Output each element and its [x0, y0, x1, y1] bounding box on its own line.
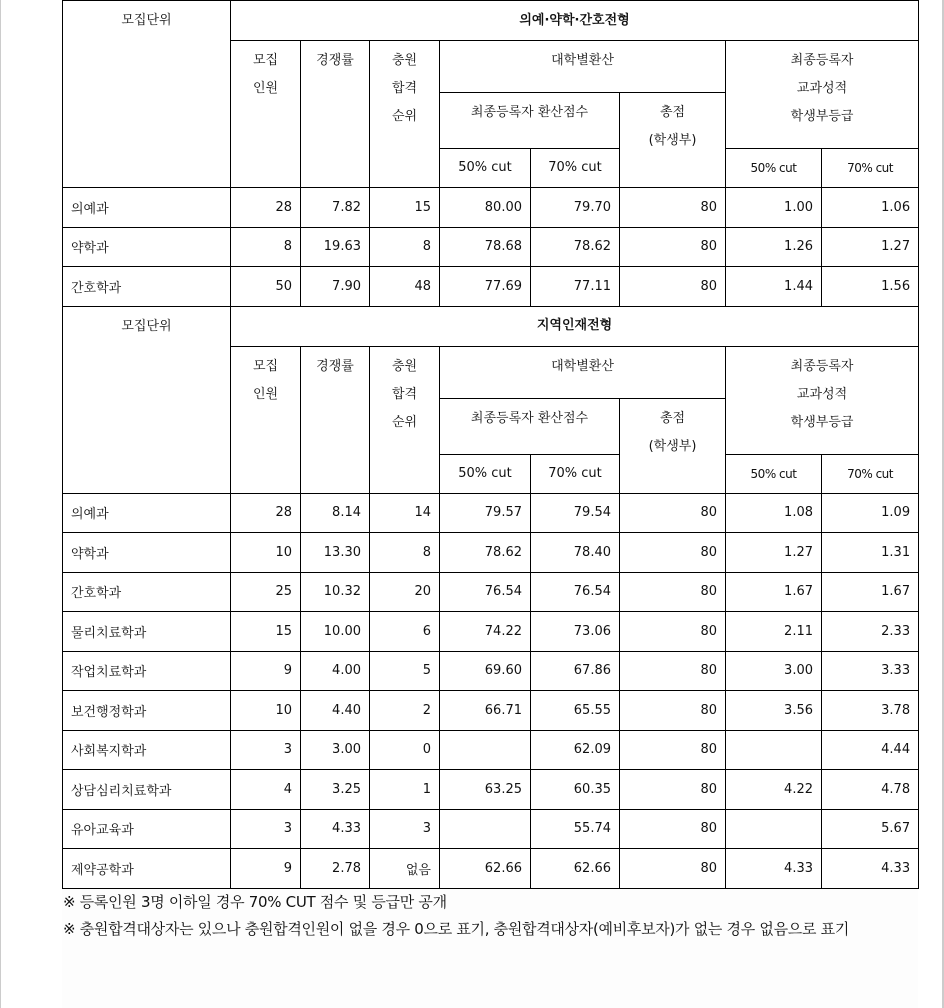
table-cell: 1.67: [822, 572, 919, 612]
table-cell: 80: [620, 770, 726, 810]
admission-results-table: [62, 0, 919, 889]
table-cell: 78.40: [531, 533, 620, 573]
department-name: 상담심리치료학과: [63, 770, 231, 810]
table-cell: 76.54: [440, 572, 531, 612]
table-cell: 28: [231, 188, 301, 228]
header-score-cut50: 50% cut: [440, 149, 531, 188]
header-final-score: 최종등록자 환산점수: [440, 398, 620, 454]
header-score-cut70: 70% cut: [531, 149, 620, 188]
table-cell: 5: [370, 651, 440, 691]
table-cell: 73.06: [531, 612, 620, 652]
table-cell: 10: [231, 533, 301, 573]
table-cell: 9: [231, 651, 301, 691]
header-quota: 모집 인원: [231, 346, 301, 493]
table-row: [63, 770, 919, 810]
table-cell: 77.11: [531, 267, 620, 307]
table-cell: 3: [370, 809, 440, 849]
table-cell: 62.66: [531, 849, 620, 889]
table-cell: 10: [231, 691, 301, 731]
table-cell: 80: [620, 533, 726, 573]
table-cell: 13.30: [301, 533, 370, 573]
table-cell: 1.56: [822, 267, 919, 307]
table-cell: 1.44: [726, 267, 822, 307]
header-competition: 경쟁률: [301, 41, 370, 188]
header-unit: 모집단위: [63, 1, 231, 188]
table-row: [63, 849, 919, 889]
table-cell: 19.63: [301, 227, 370, 267]
window-border-left: [0, 0, 1, 1008]
table-cell: [726, 730, 822, 770]
table-cell: 2: [370, 691, 440, 731]
department-name: 간호학과: [63, 572, 231, 612]
table-cell: 4.40: [301, 691, 370, 731]
header-competition: 경쟁률: [301, 346, 370, 493]
table-cell: 1.31: [822, 533, 919, 573]
table-cell: 69.60: [440, 651, 531, 691]
table-cell: 80: [620, 267, 726, 307]
table-row: [63, 267, 919, 307]
table-cell: 8: [231, 227, 301, 267]
table-cell: 80: [620, 691, 726, 731]
table-cell: 79.70: [531, 188, 620, 228]
department-name: 유아교육과: [63, 809, 231, 849]
header-total: 총점 (학생부): [620, 93, 726, 188]
header-score-cut50: 50% cut: [440, 454, 531, 493]
table-cell: 80: [620, 849, 726, 889]
header-total: 총점 (학생부): [620, 398, 726, 493]
table-cell: 74.22: [440, 612, 531, 652]
table-cell: 3.00: [301, 730, 370, 770]
table-cell: 79.54: [531, 493, 620, 533]
header-final-grade: 최종등록자 교과성적 학생부등급: [726, 41, 919, 149]
section-title: 지역인재전형: [231, 306, 919, 346]
table-cell: 3: [231, 730, 301, 770]
header-final-grade: 최종등록자 교과성적 학생부등급: [726, 346, 919, 454]
table-cell: 3.25: [301, 770, 370, 810]
table-cell: 60.35: [531, 770, 620, 810]
table-cell: 1.27: [822, 227, 919, 267]
header-grade-cut70: 70% cut: [822, 454, 919, 493]
table-cell: 2.11: [726, 612, 822, 652]
header-waitlist-rank: 충원 합격 순위: [370, 41, 440, 188]
table-cell: 80: [620, 227, 726, 267]
table-cell: 78.62: [531, 227, 620, 267]
table-cell: 80.00: [440, 188, 531, 228]
table-cell: 5.67: [822, 809, 919, 849]
table-cell: 1.06: [822, 188, 919, 228]
department-name: 의예과: [63, 493, 231, 533]
table-cell: 80: [620, 730, 726, 770]
table-cell: 3: [231, 809, 301, 849]
table-cell: 76.54: [531, 572, 620, 612]
table-row: [63, 227, 919, 267]
table-cell: 4: [231, 770, 301, 810]
table-cell: 14: [370, 493, 440, 533]
table-cell: 55.74: [531, 809, 620, 849]
header-univ-conversion: 대학별환산: [440, 346, 726, 398]
table-cell: 4.44: [822, 730, 919, 770]
table-cell: 1.00: [726, 188, 822, 228]
header-grade-cut50: 50% cut: [726, 454, 822, 493]
table-cell: 4.00: [301, 651, 370, 691]
table-cell: 15: [370, 188, 440, 228]
table-cell: [726, 809, 822, 849]
table-cell: [440, 809, 531, 849]
table-cell: 66.71: [440, 691, 531, 731]
table-cell: 4.33: [726, 849, 822, 889]
table-cell: 4.33: [301, 809, 370, 849]
table-cell: 80: [620, 612, 726, 652]
table-cell: 79.57: [440, 493, 531, 533]
table-cell: 77.69: [440, 267, 531, 307]
table-cell: 78.68: [440, 227, 531, 267]
table-cell: 8.14: [301, 493, 370, 533]
table-cell: 1.26: [726, 227, 822, 267]
table-cell: 63.25: [440, 770, 531, 810]
table-cell: 없음: [370, 849, 440, 889]
table-cell: 4.22: [726, 770, 822, 810]
department-name: 작업치료학과: [63, 651, 231, 691]
footnote: ※ 등록인원 3명 이하일 경우 70% CUT 점수 및 등급만 공개: [63, 893, 447, 911]
table-cell: 8: [370, 227, 440, 267]
table-row: [63, 533, 919, 573]
table-cell: 28: [231, 493, 301, 533]
table-row: [63, 730, 919, 770]
table-cell: 1.27: [726, 533, 822, 573]
table-cell: 48: [370, 267, 440, 307]
table-cell: [440, 730, 531, 770]
department-name: 의예과: [63, 188, 231, 228]
table-cell: 15: [231, 612, 301, 652]
table-cell: 4.33: [822, 849, 919, 889]
table-row: [63, 651, 919, 691]
table-cell: 7.82: [301, 188, 370, 228]
table-cell: 2.33: [822, 612, 919, 652]
table-cell: 65.55: [531, 691, 620, 731]
department-name: 물리치료학과: [63, 612, 231, 652]
table-cell: 50: [231, 267, 301, 307]
table-cell: 0: [370, 730, 440, 770]
table-cell: 62.66: [440, 849, 531, 889]
table-cell: 1.08: [726, 493, 822, 533]
table-cell: 2.78: [301, 849, 370, 889]
table-cell: 67.86: [531, 651, 620, 691]
department-name: 제약공학과: [63, 849, 231, 889]
header-univ-conversion: 대학별환산: [440, 41, 726, 93]
table-cell: 10.32: [301, 572, 370, 612]
header-score-cut70: 70% cut: [531, 454, 620, 493]
table-cell: 1.67: [726, 572, 822, 612]
header-quota: 모집 인원: [231, 41, 301, 188]
department-name: 사회복지학과: [63, 730, 231, 770]
table-cell: 10.00: [301, 612, 370, 652]
department-name: 약학과: [63, 227, 231, 267]
department-name: 간호학과: [63, 267, 231, 307]
table-row: [63, 188, 919, 228]
table-cell: 20: [370, 572, 440, 612]
footnote: ※ 충원합격대상자는 있으나 충원합격인원이 없을 경우 0으로 표기, 충원합격대상자(예비후보자)가 없는 경우 없음으로 표기: [63, 920, 850, 938]
table-cell: 80: [620, 572, 726, 612]
table-cell: 80: [620, 809, 726, 849]
header-waitlist-rank: 충원 합격 순위: [370, 346, 440, 493]
header-grade-cut70: 70% cut: [822, 149, 919, 188]
header-final-score: 최종등록자 환산점수: [440, 93, 620, 149]
header-grade-cut50: 50% cut: [726, 149, 822, 188]
table-row: [63, 612, 919, 652]
table-row: [63, 809, 919, 849]
table-cell: 80: [620, 651, 726, 691]
table-row: [63, 493, 919, 533]
table-cell: 62.09: [531, 730, 620, 770]
department-name: 보건행정학과: [63, 691, 231, 731]
department-name: 약학과: [63, 533, 231, 573]
table-row: [63, 691, 919, 731]
table-cell: 6: [370, 612, 440, 652]
table-cell: 3.56: [726, 691, 822, 731]
footnotes: [63, 889, 923, 943]
table-cell: 78.62: [440, 533, 531, 573]
table-cell: 8: [370, 533, 440, 573]
table-cell: 80: [620, 188, 726, 228]
table-cell: 9: [231, 849, 301, 889]
table-cell: 1: [370, 770, 440, 810]
section-title: 의예·약학·간호전형: [231, 1, 919, 41]
table-cell: 7.90: [301, 267, 370, 307]
header-unit: 모집단위: [63, 306, 231, 493]
table-cell: 3.78: [822, 691, 919, 731]
table-cell: 25: [231, 572, 301, 612]
table-cell: 3.33: [822, 651, 919, 691]
table-cell: 80: [620, 493, 726, 533]
table-cell: 3.00: [726, 651, 822, 691]
table-cell: 4.78: [822, 770, 919, 810]
table-cell: 1.09: [822, 493, 919, 533]
table-row: [63, 572, 919, 612]
